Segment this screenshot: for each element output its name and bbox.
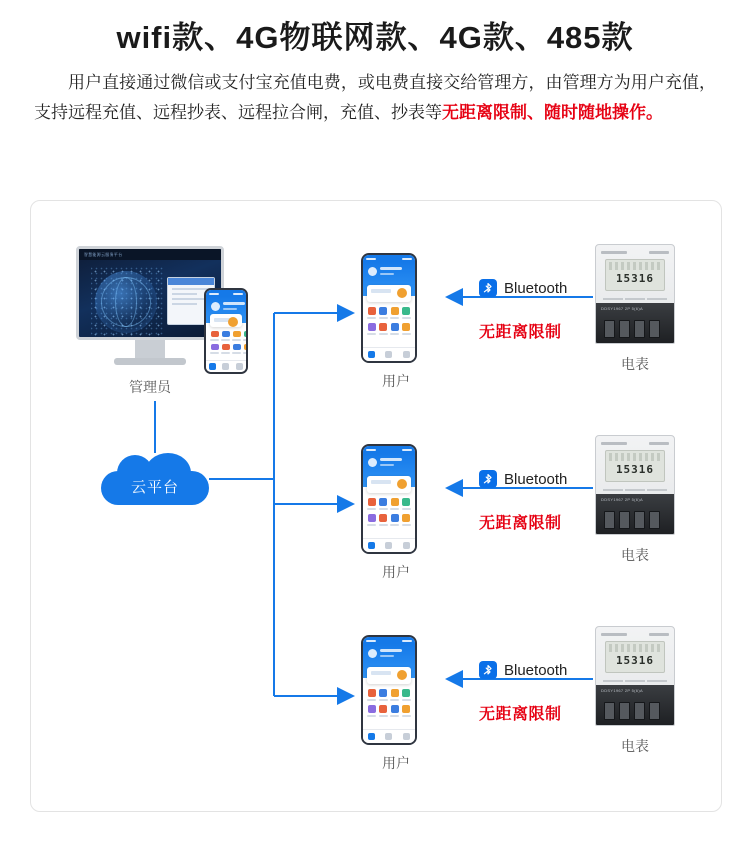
meter-terminal — [619, 702, 630, 720]
user-phone-2 — [361, 444, 417, 554]
avatar — [368, 267, 377, 276]
grid-item — [221, 331, 230, 341]
tab-profile-icon — [236, 363, 243, 370]
tab-home-icon — [209, 363, 216, 370]
monitor-dialog-line — [172, 303, 197, 305]
menu-icon — [391, 307, 399, 315]
menu-icon — [379, 323, 387, 331]
avatar — [368, 649, 377, 658]
phone-balance-value — [371, 289, 391, 293]
admin-label: 管理员 — [129, 379, 171, 395]
meter-terminal-block — [596, 494, 674, 534]
menu-icon — [379, 514, 387, 522]
grid-item — [402, 498, 412, 510]
tab-home-icon — [368, 733, 375, 740]
phone-title-line — [223, 302, 245, 305]
grid-item — [402, 307, 412, 319]
menu-icon — [402, 705, 410, 713]
menu-icon — [368, 307, 376, 315]
menu-icon — [368, 514, 376, 522]
meter-brand-strip — [601, 440, 669, 446]
meter-model-1: DDSY1967 2P 5(6)A — [601, 306, 643, 311]
menu-icon — [391, 323, 399, 331]
bluetooth-label-1: Bluetooth — [504, 279, 568, 297]
user-label-3: 用户 — [382, 755, 410, 771]
grid-item — [379, 705, 389, 717]
phone-statusbar — [363, 255, 415, 262]
recharge-icon — [397, 288, 407, 298]
phone-statusbar — [363, 637, 415, 644]
bluetooth-icon — [479, 661, 497, 679]
bluetooth-tag-3 — [479, 661, 567, 679]
meter-terminal-block — [596, 685, 674, 725]
bluetooth-icon — [479, 279, 497, 297]
electric-meter-3 — [595, 626, 675, 726]
meter-node-3 — [589, 626, 681, 756]
phone-subtitle-line — [223, 308, 237, 310]
user-node-1 — [361, 253, 431, 391]
grid-item — [210, 331, 219, 341]
phone-subtitle-line — [380, 655, 394, 657]
battery-icon — [402, 640, 412, 642]
monitor-dialog-line — [172, 293, 197, 295]
diagram-canvas — [31, 201, 721, 811]
grid-item — [367, 323, 377, 335]
menu-icon — [233, 344, 241, 350]
phone-balance-value — [371, 480, 391, 484]
phone-tabbar — [363, 538, 415, 552]
menu-icon — [379, 689, 387, 697]
bluetooth-tag-2 — [479, 470, 567, 488]
grid-item — [390, 498, 400, 510]
phone-balance-card — [210, 314, 242, 327]
globe-graphic — [95, 271, 157, 333]
recharge-icon — [397, 479, 407, 489]
menu-icon — [368, 498, 376, 506]
grid-item — [232, 331, 241, 341]
grid-item — [390, 689, 400, 701]
recharge-icon — [228, 317, 238, 327]
grid-item — [243, 344, 248, 354]
phone-subtitle-line — [380, 464, 394, 466]
meter-label-1: 电表 — [621, 356, 649, 372]
phone-subtitle-line — [380, 273, 394, 275]
meter-terminal — [649, 320, 660, 338]
phone-title-line — [380, 649, 402, 652]
menu-icon — [211, 331, 219, 337]
meter-terminal — [619, 511, 630, 529]
meter-terminal — [604, 702, 615, 720]
phone-title-line — [380, 458, 402, 461]
monitor-base — [114, 358, 186, 365]
avatar — [211, 302, 220, 311]
meter-brand-strip — [601, 249, 669, 255]
page-title: wifi款、4G物联网款、4G款、485款 — [116, 20, 634, 55]
tab-data-icon — [222, 363, 229, 370]
battery-icon — [233, 293, 243, 295]
phone-title-line — [380, 267, 402, 270]
no-limit-label-2: 无距离限制 — [479, 515, 562, 532]
meter-lcd — [605, 259, 665, 291]
user-node-3 — [361, 635, 431, 773]
tab-home-icon — [368, 542, 375, 549]
meter-lcd — [605, 641, 665, 673]
menu-icon — [222, 331, 230, 337]
phone-menu-grid — [367, 689, 411, 717]
monitor-screen — [76, 246, 224, 340]
meter-node-2 — [589, 435, 681, 565]
menu-icon — [368, 323, 376, 331]
menu-icon — [379, 705, 387, 713]
electric-meter-1 — [595, 244, 675, 344]
meter-terminal — [634, 702, 645, 720]
phone-balance-card — [367, 285, 411, 302]
tab-data-icon — [385, 351, 392, 358]
monitor-topbar — [79, 249, 221, 260]
menu-icon — [379, 498, 387, 506]
user-label-1: 用户 — [382, 373, 410, 389]
meter-lcd — [605, 450, 665, 482]
user-label-2: 用户 — [382, 564, 410, 580]
bluetooth-label-3: Bluetooth — [504, 661, 568, 679]
phone-balance-card — [367, 476, 411, 493]
meter-terminal — [649, 702, 660, 720]
menu-icon — [368, 705, 376, 713]
meter-lcd-labels — [609, 644, 661, 652]
tab-profile-icon — [403, 542, 410, 549]
menu-icon — [391, 498, 399, 506]
grid-item — [390, 705, 400, 717]
tab-profile-icon — [403, 351, 410, 358]
user-phone-1 — [361, 253, 417, 363]
bluetooth-tag-1 — [479, 279, 567, 297]
meter-model-2: DDSY1967 2P 5(6)A — [601, 497, 643, 502]
grid-item — [402, 705, 412, 717]
menu-icon — [244, 331, 249, 337]
meter-lcd-labels — [609, 453, 661, 461]
grid-item — [379, 514, 389, 526]
grid-item — [232, 344, 241, 354]
cloud-platform-node — [101, 453, 209, 505]
admin-node — [76, 246, 256, 397]
tab-data-icon — [385, 542, 392, 549]
meter-lcd-labels — [609, 262, 661, 270]
phone-tabbar — [206, 360, 246, 372]
grid-item — [221, 344, 230, 354]
no-limit-label-3: 无距离限制 — [479, 706, 562, 723]
bluetooth-label-2: Bluetooth — [504, 470, 568, 488]
menu-icon — [379, 307, 387, 315]
phone-balance-value — [371, 671, 391, 675]
meter-terminal — [619, 320, 630, 338]
meter-terminal — [634, 320, 645, 338]
menu-icon — [391, 514, 399, 522]
system-diagram — [30, 200, 722, 812]
phone-menu-grid — [367, 307, 411, 335]
phone-balance-card — [367, 667, 411, 684]
electric-meter-2 — [595, 435, 675, 535]
tab-home-icon — [368, 351, 375, 358]
description-highlight: 无距离限制、随时随地操作。 — [442, 103, 663, 123]
meter-model-3: DDSY1967 2P 5(6)A — [601, 688, 643, 693]
meter-label-3: 电表 — [621, 738, 649, 754]
grid-item — [379, 498, 389, 510]
grid-item — [402, 689, 412, 701]
battery-icon — [402, 258, 412, 260]
menu-icon — [402, 498, 410, 506]
monitor-stand — [135, 340, 165, 358]
meter-reading-3: 15316 — [615, 654, 655, 667]
grid-item — [390, 514, 400, 526]
header-section — [0, 0, 750, 128]
recharge-icon — [397, 670, 407, 680]
page-description — [34, 68, 716, 128]
meter-brand-strip — [601, 631, 669, 637]
grid-item — [210, 344, 219, 354]
menu-icon — [402, 514, 410, 522]
grid-item — [390, 307, 400, 319]
menu-icon — [391, 705, 399, 713]
menu-icon — [211, 344, 219, 350]
meter-terminal-block — [596, 303, 674, 343]
meter-terminal — [634, 511, 645, 529]
cloud-label: 云平台 — [130, 479, 179, 496]
grid-item — [367, 307, 377, 319]
menu-icon — [402, 307, 410, 315]
phone-menu-grid — [210, 331, 242, 354]
menu-icon — [402, 323, 410, 331]
phone-statusbar — [206, 290, 246, 297]
meter-terminal — [604, 320, 615, 338]
phone-menu-grid — [367, 498, 411, 526]
signal-icon — [366, 258, 376, 260]
monitor-title: 智慧能源云服务平台 — [84, 251, 123, 257]
grid-item — [379, 307, 389, 319]
signal-icon — [209, 293, 219, 295]
tab-data-icon — [385, 733, 392, 740]
menu-icon — [368, 689, 376, 697]
menu-icon — [233, 331, 241, 337]
signal-icon — [366, 640, 376, 642]
meter-reading-2: 15316 — [615, 463, 655, 476]
grid-item — [390, 323, 400, 335]
grid-item — [367, 689, 377, 701]
meter-label-2: 电表 — [621, 547, 649, 563]
grid-item — [379, 689, 389, 701]
description-text: 用户直接通过微信或支付宝充值电费，或电费直接交给管理方，由管理方为用户充值，支持远程充值、远程抄表、远程拉合闸，充值、抄表等 — [34, 73, 716, 123]
user-node-2 — [361, 444, 431, 582]
no-limit-label-1: 无距离限制 — [479, 324, 562, 341]
grid-item — [243, 331, 248, 341]
meter-node-1 — [589, 244, 681, 374]
phone-tabbar — [363, 347, 415, 361]
grid-item — [367, 498, 377, 510]
grid-item — [379, 323, 389, 335]
meter-terminal — [649, 511, 660, 529]
grid-item — [402, 323, 412, 335]
menu-icon — [222, 344, 230, 350]
menu-icon — [244, 344, 249, 350]
grid-item — [367, 705, 377, 717]
battery-icon — [402, 449, 412, 451]
meter-reading-1: 15316 — [615, 272, 655, 285]
user-phone-3 — [361, 635, 417, 745]
monitor — [76, 246, 224, 365]
tab-profile-icon — [403, 733, 410, 740]
monitor-dialog-titlebar — [168, 278, 214, 285]
menu-icon — [402, 689, 410, 697]
signal-icon — [366, 449, 376, 451]
grid-item — [367, 514, 377, 526]
avatar — [368, 458, 377, 467]
menu-icon — [391, 689, 399, 697]
monitor-dialog-line — [172, 288, 210, 290]
grid-item — [402, 514, 412, 526]
bluetooth-icon — [479, 470, 497, 488]
phone-tabbar — [363, 729, 415, 743]
admin-phone — [204, 288, 248, 374]
meter-terminal — [604, 511, 615, 529]
phone-statusbar — [363, 446, 415, 453]
